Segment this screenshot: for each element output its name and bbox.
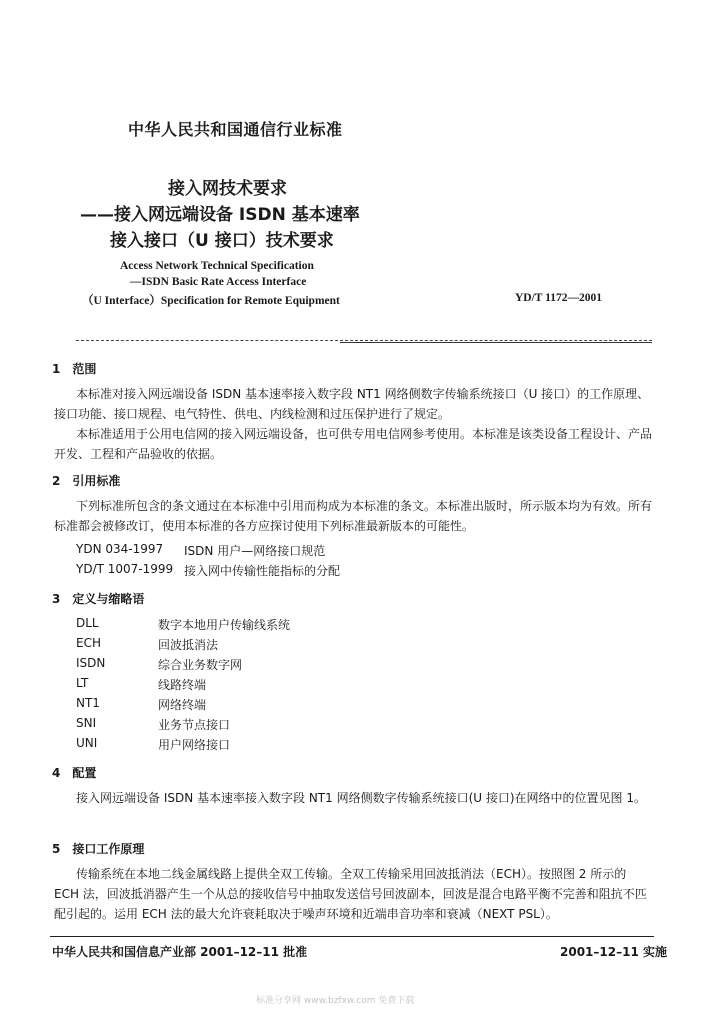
abbreviation-meaning: 数字本地用户传输线系统 (158, 618, 291, 632)
abbreviation-code: UNI (76, 736, 98, 750)
abbreviation-meaning: 回波抵消法 (158, 638, 219, 652)
abbreviation-meaning: 综合业务数字网 (158, 658, 243, 672)
section-1-paragraph-2: 本标准适用于公用电信网的接入网远端设备，也可供专用电信网参考使用。本标准是该类设备工程设计、产品开发、工程和产品验收的依据。 (54, 427, 653, 461)
section-1-heading: 1 范围 (52, 362, 97, 376)
section-4-heading: 4 配置 (52, 766, 97, 780)
section-5-heading: 5 接口工作原理 (52, 842, 145, 856)
abbreviation-code: ECH (76, 636, 101, 650)
title-line-2: ——接入网远端设备 ISDN 基本速率 (80, 205, 360, 225)
reference-code: YD/T 1007-1999 (76, 562, 174, 576)
reference-title: ISDN 用户—网络接口规范 (184, 544, 326, 558)
english-title-line-3: （U Interface）Specification for Remote Equipment (82, 295, 340, 307)
title-line-1: 接入网技术要求 (168, 179, 287, 199)
section-1-paragraph-1: 本标准对接入网远端设备 ISDN 基本速率接入数字段 NT1 网络侧数字传输系统接口（U 接口）的工作原理、接口功能、接口规程、电气特性、供电、内线检测和过压保护进行了规定。 (54, 387, 650, 421)
abbreviation-code: DLL (76, 616, 99, 630)
abbreviation-code: SNI (76, 716, 97, 730)
reference-code: YDN 034-1997 (76, 542, 164, 556)
english-title-line-1: Access Network Technical Specification (120, 260, 314, 272)
title-divider-solid (340, 342, 652, 343)
issuing-body-header: 中华人民共和国通信行业标准 (128, 120, 343, 139)
abbreviation-meaning: 用户网络接口 (158, 738, 231, 752)
abbreviation-meaning: 网络终端 (158, 698, 207, 712)
title-line-3: 接入接口（U 接口）技术要求 (110, 231, 334, 251)
reference-title: 接入网中传输性能指标的分配 (184, 564, 341, 578)
abbreviation-code: ISDN (76, 656, 106, 670)
watermark-text: 标准分享网 www.bzfxw.com 免费下载 (256, 996, 415, 1006)
section-2-heading: 2 引用标准 (52, 474, 121, 488)
footer-divider (50, 936, 654, 937)
implementation-date: 2001–12–11 实施 (560, 945, 667, 959)
section-2-paragraph: 下列标准所包含的条文通过在本标准中引用而构成为本标准的条文。本标准出版时，所示版本均为有效。所有标准都会被修改订，使用本标准的各方应探讨使用下列标准最新版本的可能性。 (54, 499, 653, 533)
approval-line: 中华人民共和国信息产业部 2001–12–11 批准 (52, 945, 308, 959)
standard-number: YD/T 1172—2001 (515, 292, 603, 304)
english-title-line-2: —ISDN Basic Rate Access Interface (130, 276, 307, 288)
section-5-paragraph: 传输系统在本地二线金属线路上提供全双工传输。全双工传输采用回波抵消法（ECH）。按照图 2 所示的 ECH 法，回波抵消器产生一个从总的接收信号中抽取发送信号回波副本，回波是混合电路平衡不完善和阻抗不匹配引起的。运用 ECH 法的最大允许衰耗取决于噪声环境和近端串音功率和衰减（NEXT PSL）。 (54, 867, 647, 921)
abbreviation-code: LT (76, 676, 89, 690)
section-3-heading: 3 定义与缩略语 (52, 592, 145, 606)
section-4-paragraph: 接入网远端设备 ISDN 基本速率接入数字段 NT1 网络侧数字传输系统接口(U 接口)在网络中的位置见图 1。 (76, 791, 646, 805)
abbreviation-code: NT1 (76, 696, 100, 710)
abbreviation-meaning: 线路终端 (158, 678, 207, 692)
title-divider (76, 340, 652, 341)
abbreviation-meaning: 业务节点接口 (158, 718, 231, 732)
